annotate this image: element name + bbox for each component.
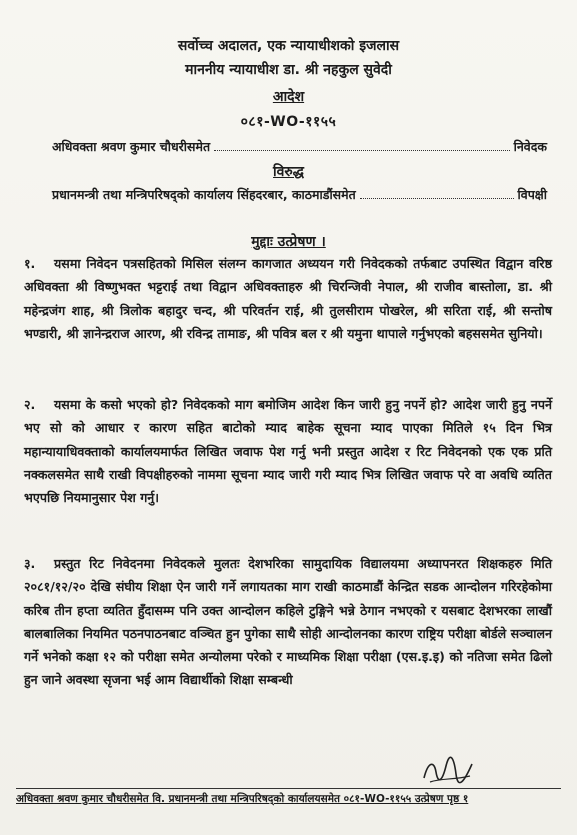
petitioner-line <box>52 138 547 155</box>
respondent-name: प्रधानमन्त्री तथा मन्त्रिपरिषद्को कार्यालय सिंहदरबार, काठमाडौंसमेत <box>52 187 356 202</box>
versus-heading: विरुद्ध <box>273 164 304 180</box>
paragraph-2 <box>24 393 552 509</box>
case-number: ०८१-WO-११५५ <box>240 114 337 130</box>
dotted-leader <box>360 188 514 199</box>
paragraph-number: ३. <box>24 556 36 571</box>
paragraph-number: १. <box>24 256 36 271</box>
judge-heading: माननीय न्यायाधीश डा. श्री नहकुल सुवेदी <box>185 62 392 78</box>
petitioner-role: निवेदक <box>513 139 547 154</box>
paragraph-text: यसमा निवेदन पत्रसहितको मिसिल संलग्न कागजात अध्ययन गरी निवेदकको तर्फबाट उपस्थित विद्वान वरिष्ठ अधिवक्ता श्री विष्णुभक्त भट्टराई तथा विद्वान अधिवक्ताहरु श्री चिरन्जिवी नेपाल, श्री राजीव बास्तोला, डा. श्री महेन्द्रजंग शाह, श्री त्रिलोक बहादुर चन्द, श्री परिवर्तन राई, श्री तुलसीराम पोखरेल, श्री सरिता राई, श्री सन्तोष भण्डारी, श्री ज्ञानेन्द्रराज आरण, श्री रविन्द्र तामाङ, श्री पवित्र बल र श्री यमुना थापाले गर्नुभएको बहससमेत सुनियो। <box>24 256 552 341</box>
signature-image <box>420 752 476 790</box>
page-footer: अधिवक्ता श्रवण कुमार चौधरीसमेत वि. प्रधानमन्त्री तथा मन्त्रिपरिषद्को कार्यालयसमेत ०८१-WO-११५५ उत्प्रेषण पृष्ठ १ <box>16 788 561 806</box>
section-title: मुद्दाः उत्प्रेषण । <box>251 234 326 250</box>
paragraph-text: यसमा के कसो भएको हो? निवेदकको माग बमोजिम आदेश किन जारी हुनु नपर्ने हो? आदेश जारी हुनु नपर्ने भए सो को आधार र कारण सहित बाटोको म्याद बाहेक सूचना म्याद पाएका मितिले १५ दिन भित्र महान्यायाधिवक्ताको कार्यालयमार्फत लिखित जवाफ पेश गर्नु भनी प्रस्तुत आदेश र रिट निवेदनको एक एक प्रति नक्कलसमेत साथै राखी विपक्षीहरुको नाममा सूचना म्याद जारी गरी म्याद भित्र लिखित जवाफ परे वा अवधि व्यतित भएपछि नियमानुसार पेश गर्नु। <box>24 397 552 506</box>
paragraph-number: २. <box>24 397 36 412</box>
court-heading: सर्वोच्च अदालत, एक न्यायाधीशको इजलास <box>177 38 400 54</box>
respondent-role: विपक्षी <box>517 187 547 202</box>
petitioner-name: अधिवक्ता श्रवण कुमार चौधरीसमेत <box>52 139 211 154</box>
paragraph-text: प्रस्तुत रिट निवेदनमा निवेदकले मुलतः देशभरिका सामुदायिक विद्यालयमा अध्यापनरत शिक्षकहरु मिति २०८१/१२/२० देखि संघीय शिक्षा ऐन जारी गर्ने लगायतका माग राखी काठमाडौं केन्द्रित सडक आन्दोलन गरिरहेकोमा करिब तीन हप्ता व्यतित हुँदासम्म पनि उक्त आन्दोलन कहिले टुङ्गिने भन्ने ठेगान नभएको र यसबाट देशभरका लाखौं बालबालिका नियमित पठनपाठनबाट वञ्चित हुन पुगेका साथै सोही आन्दोलनका कारण राष्ट्रिय परीक्षा बोर्डले सञ्चालन गर्ने भनेको कक्षा १२ को परीक्षा समेत अन्योलमा परेको र माध्यमिक शिक्षा परीक्षा (एस.इ.इ) को नतिजा समेत ढिलो हुन जाने अवस्था सृजना भई आम विद्यार्थीको शिक्षा सम्बन्धी <box>24 556 552 688</box>
paragraph-1 <box>24 252 552 345</box>
paragraph-3 <box>24 552 552 692</box>
order-title: आदेश <box>272 89 305 105</box>
respondent-line <box>52 186 547 203</box>
dotted-leader <box>214 140 510 151</box>
